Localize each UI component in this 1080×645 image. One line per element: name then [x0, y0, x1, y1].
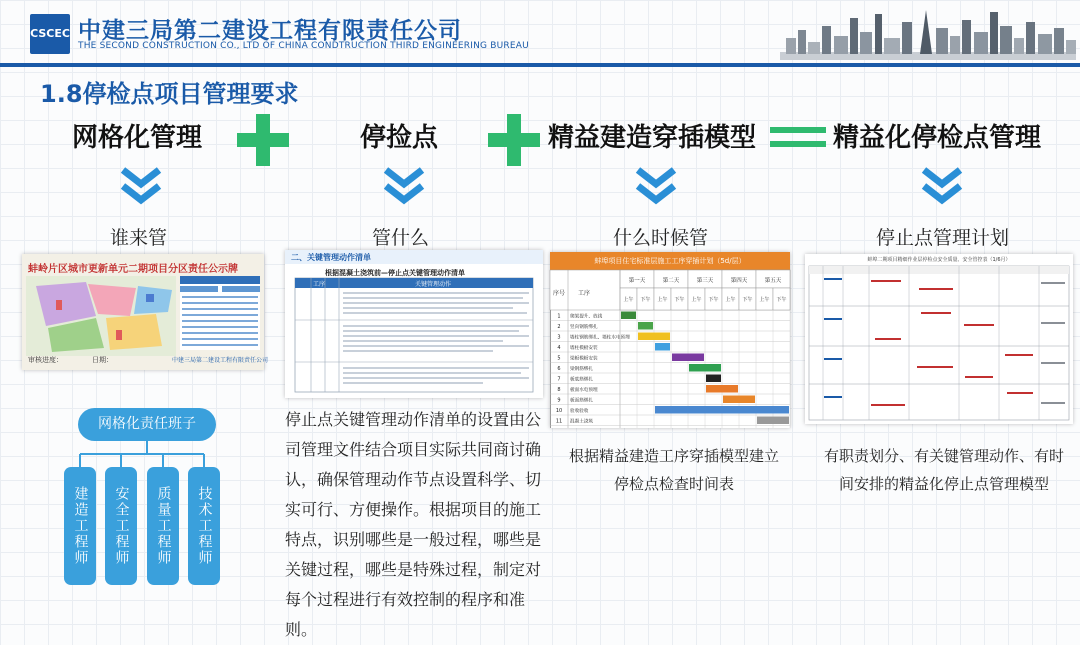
- gantt-row-no: 2: [557, 324, 561, 330]
- plan-table: [809, 266, 1069, 420]
- gantt-bar: [757, 417, 789, 425]
- gantt-bar: [723, 396, 755, 404]
- gantt-row-name: 板面筋绑扎: [570, 398, 593, 404]
- gantt-row-name: 板面水电预埋: [570, 388, 598, 393]
- board-title: 蚌岭片区城市更新单元二期项目分区责任公示牌: [28, 264, 238, 275]
- plan-title: 蚌埠二期项目精细作业层停检点安全质量、安全管控表（1/6月）: [867, 257, 1011, 263]
- gantt-day-label: 第三天: [696, 278, 714, 284]
- gantt-day-label: 第二天: [662, 278, 680, 284]
- gantt-bar: [706, 385, 738, 393]
- city-skyline-image: [780, 8, 1076, 60]
- schedule-description: 根据精益建造工序穿插模型建立停检点检查时间表: [568, 447, 779, 493]
- company-name-cn: 中建三局第二建设工程有限责任公司: [78, 18, 462, 44]
- gantt-half-label: 上午: [759, 297, 770, 303]
- stop-point-plan-image: [805, 254, 1073, 424]
- chevron-down-icon: [634, 166, 678, 206]
- gantt-row-no: 3: [557, 334, 561, 341]
- gantt-half-label: 下午: [742, 297, 753, 303]
- action-table: [295, 278, 533, 392]
- grid-team-title: 网格化责任班子: [78, 408, 216, 441]
- concept-stop-check-point: 停捡点: [360, 123, 439, 153]
- header-divider: [0, 63, 1080, 67]
- gantt-row-no: 11: [555, 418, 563, 425]
- gantt-row-name: 墙柱钢筋绑扎、墙柱水电预埋: [570, 335, 630, 341]
- question-when: 什么时候管: [613, 227, 709, 249]
- concept-grid-management: 网格化管理: [72, 123, 203, 153]
- gantt-half-label: 下午: [776, 297, 787, 303]
- chevron-down-icon: [382, 166, 426, 206]
- chevron-down-icon: [119, 166, 163, 206]
- gantt-half-label: 下午: [640, 297, 651, 303]
- gantt-half-label: 上午: [691, 297, 702, 303]
- schedule-col-no: 序号: [552, 290, 565, 297]
- schedule-col-process: 工序: [578, 290, 591, 297]
- gantt-row-no: 5: [557, 355, 561, 362]
- gantt-row-name: 梁钢筋绑扎: [570, 367, 593, 372]
- list-heading: 二、关键管理动作清单: [291, 253, 371, 262]
- gantt-half-label: 下午: [708, 297, 719, 303]
- concept-lean-model: 精益建造穿插模型: [548, 123, 757, 153]
- gantt-row-name: 墙柱模板安装: [570, 346, 598, 351]
- gantt-day-label: 第五天: [764, 278, 782, 284]
- chevron-down-icon: [920, 166, 964, 206]
- gantt-bar: [638, 322, 653, 330]
- logo-text: CSCEC: [30, 27, 70, 40]
- board-footer-company: 中建三局第二建设工程有限责任公司: [172, 357, 269, 364]
- gantt-row-name: 爬架提升、放线: [570, 314, 603, 320]
- gantt-bar: [621, 312, 636, 320]
- board-table: [180, 276, 260, 350]
- team-member-construction: 建造工程师: [64, 467, 96, 585]
- zone-responsibility-board-image: [22, 254, 269, 370]
- gantt-row-no: 9: [557, 397, 561, 404]
- gantt-half-label: 上午: [623, 297, 634, 303]
- question-what: 管什么: [372, 227, 430, 249]
- gantt-half-label: 上午: [725, 297, 736, 303]
- gantt-row-name: 竖向钢筋绑扎: [570, 325, 598, 330]
- company-name-en: THE SECOND CONSTRUCTION CO., LTD OF CHINA CONDTRUCTION THIRD ENGINEERING BUREAU: [78, 41, 529, 51]
- plan-description: 有职责划分、有关键管理动作、有时间安排的精益化停止点管理模型: [823, 447, 1064, 493]
- gantt-half-label: 上午: [657, 297, 668, 303]
- team-tree-connector: [62, 440, 222, 470]
- gantt-row-name: 验收验收: [570, 409, 589, 414]
- gantt-bar: [706, 375, 721, 383]
- gantt-bar: [672, 354, 704, 362]
- gantt-row-no: 1: [557, 313, 561, 320]
- plus-icon: [233, 110, 293, 170]
- gantt-bar: [655, 406, 789, 414]
- key-action-list-image: [285, 250, 543, 398]
- list-subheading: 根据混凝土浇筑前—停止点关键管理动作清单: [325, 269, 465, 277]
- gantt-bar: [638, 333, 670, 341]
- gantt-day-label: 第四天: [730, 278, 748, 284]
- equals-icon: [768, 123, 828, 153]
- concept-lean-stop-management: 精益化停检点管理: [833, 123, 1042, 153]
- site-plan-map: [26, 276, 176, 356]
- board-footer-date: 日期：: [92, 356, 113, 364]
- list-col-action: 关键管理动作: [415, 281, 452, 288]
- gantt-row-no: 6: [557, 366, 561, 372]
- gantt-bar: [689, 364, 721, 372]
- team-member-quality: 质量工程师: [147, 467, 179, 585]
- gantt-row-no: 7: [557, 376, 561, 383]
- gantt-row-name: 梁板模板安装: [570, 356, 598, 362]
- gantt-row-no: 4: [557, 345, 561, 351]
- process-schedule-image: [550, 252, 790, 428]
- gantt-row-name: 板底筋绑扎: [570, 377, 593, 383]
- company-logo: [30, 14, 70, 54]
- question-who: 谁来管: [110, 227, 168, 249]
- team-member-safety: 安全工程师: [105, 467, 137, 585]
- team-member-technical: 技术工程师: [188, 467, 220, 585]
- gantt-day-label: 第一天: [628, 278, 646, 284]
- gantt-row-no: 8: [557, 387, 561, 393]
- gantt-bar: [655, 343, 670, 351]
- action-list-description: 停止点关键管理动作清单的设置由公司管理文件结合项目实际共同商讨确认，确保管理动作节点设置科学、切实可行、方便操作。根据项目的施工特点，识别哪些是一般过程，哪些是关键过程，哪些是特殊过程，制定对每个过程进行有效控制的程序和准则。: [285, 410, 542, 639]
- schedule-title: 蚌埠项目住宅标准层施工工序穿插计划（5d/层）: [594, 257, 746, 265]
- gantt-row-no: 10: [555, 408, 563, 414]
- plus-icon: [484, 110, 544, 170]
- section-title: 1.8停检点项目管理要求: [40, 80, 299, 108]
- gantt-half-label: 下午: [674, 297, 685, 303]
- question-plan: 停止点管理计划: [876, 227, 1010, 249]
- board-footer-progress: 审核进度：: [28, 356, 63, 364]
- gantt-row-name: 混凝土浇筑: [570, 419, 593, 425]
- list-col-process: 工序: [313, 281, 326, 288]
